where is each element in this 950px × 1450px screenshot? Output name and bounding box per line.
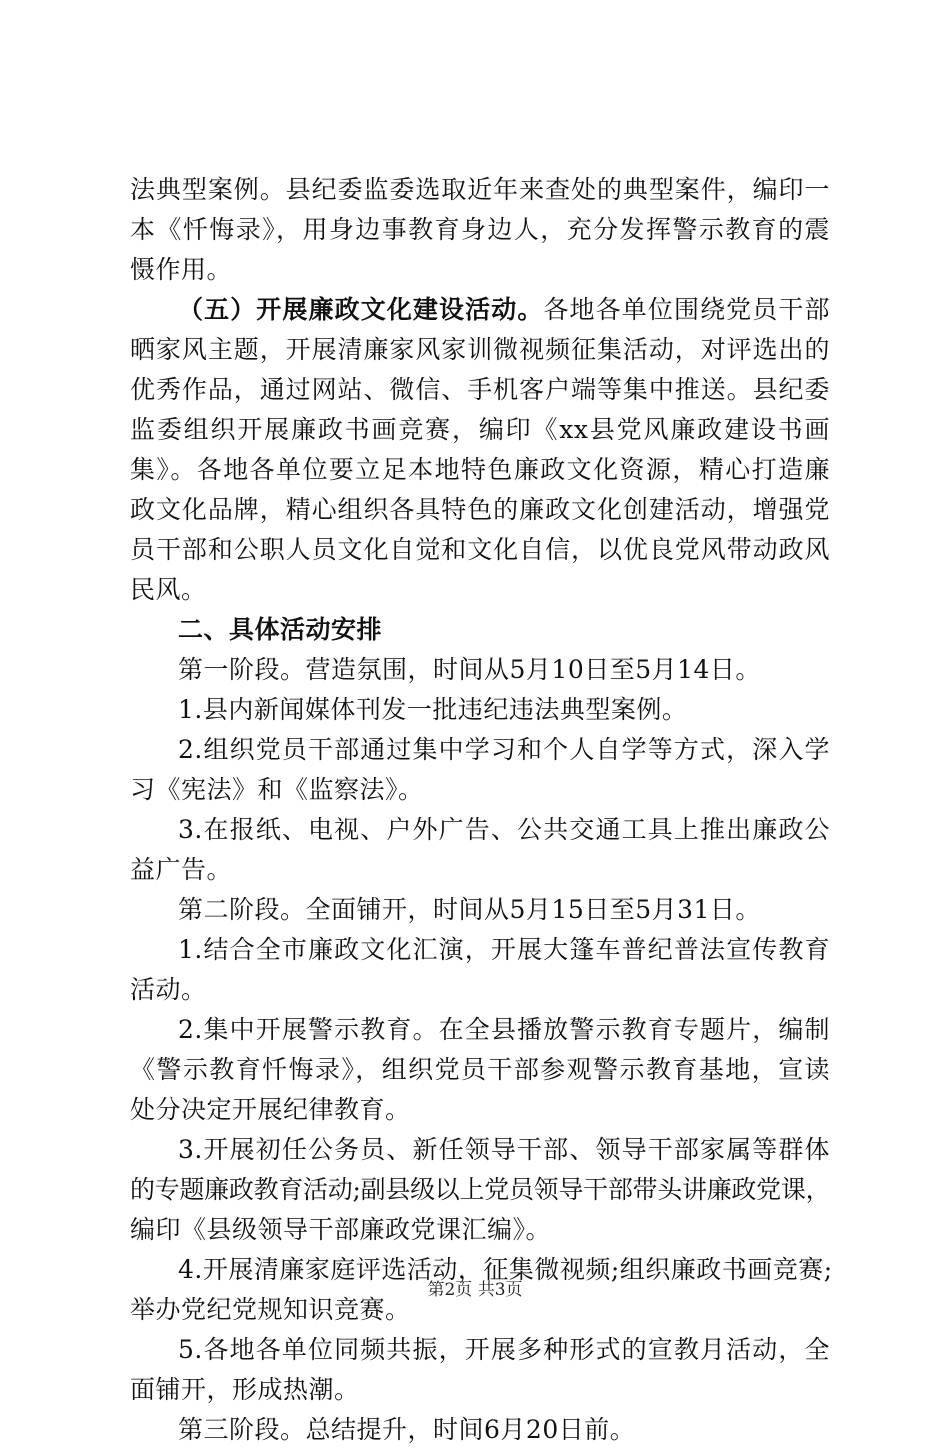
stage-three-heading: 第三阶段。总结提升，时间6月20日前。: [178, 1415, 636, 1444]
list-item: 5.各地各单位同频共振，开展多种形式的宣教月活动，全: [178, 1335, 830, 1364]
list-item: 2.集中开展警示教育。在全县播放警示教育专题片，编制: [178, 1015, 830, 1044]
stage-one-heading: 第一阶段。营造氛围，时间从5月10日至5月14日。: [178, 655, 761, 684]
list-item-continuation: 益广告。: [130, 855, 233, 884]
list-item-continuation: 的专题廉政教育活动;副县级以上党员领导干部带头讲廉政党课，: [130, 1175, 830, 1204]
paragraph-line: 法典型案例。县纪委监委选取近年来查处的典型案件，编印一: [130, 175, 830, 204]
paragraph-line: 集》。各地各单位要立足本地特色廉政文化资源，精心打造廉: [130, 455, 830, 484]
list-item-continuation: 习《宪法》和《监察法》。: [130, 775, 424, 804]
list-item: 1.结合全市廉政文化汇演，开展大篷车普纪普法宣传教育: [178, 935, 830, 964]
list-item-continuation: 举办党纪党规知识竞赛。: [130, 1295, 411, 1324]
list-item: 2.组织党员干部通过集中学习和个人自学等方式，深入学: [178, 735, 830, 764]
page-number-footer: 第2页 共3页: [427, 1280, 523, 1300]
paragraph-line: 慑作用。: [130, 255, 233, 284]
paragraph-line: 民风。: [130, 575, 207, 604]
list-item-continuation: 面铺开，形成热潮。: [130, 1375, 360, 1404]
list-item: 3.开展初任公务员、新任领导干部、领导干部家属等群体: [178, 1135, 830, 1164]
paragraph-line: 员干部和公职人员文化自觉和文化自信，以优良党风带动政风: [130, 535, 830, 564]
section-heading-two: 二、具体活动安排: [178, 615, 383, 644]
list-item-continuation: 《警示教育忏悔录》，组织党员干部参观警示教育基地，宣读: [130, 1055, 830, 1084]
paragraph-text: 各地各单位围绕党员干部: [543, 295, 830, 324]
list-item: 3.在报纸、电视、户外广告、公共交通工具上推出廉政公: [178, 815, 830, 844]
paragraph-line: 本《忏悔录》，用身边事教育身边人，充分发挥警示教育的震: [130, 215, 830, 244]
paragraph-line: 政文化品牌，精心组织各具特色的廉政文化创建活动，增强党: [130, 495, 830, 524]
list-item: 1.县内新闻媒体刊发一批违纪违法典型案例。: [178, 695, 688, 724]
list-item-continuation: 处分决定开展纪律教育。: [130, 1095, 411, 1124]
list-item-continuation: 活动。: [130, 975, 207, 1004]
paragraph-line: 优秀作品，通过网站、微信、手机客户端等集中推送。县纪委: [130, 375, 830, 404]
list-item-continuation: 编印《县级领导干部廉政党课汇编》。: [130, 1215, 552, 1244]
stage-two-heading: 第二阶段。全面铺开，时间从5月15日至5月31日。: [178, 895, 761, 924]
paragraph-line: 监委组织开展廉政书画竞赛，编印《xx县党风廉政建设书画: [130, 415, 830, 444]
section-heading-five: （五）开展廉政文化建设活动。: [178, 295, 544, 324]
section-heading-line: [130, 290, 830, 330]
paragraph-line: 晒家风主题，开展清廉家风家训微视频征集活动，对评选出的: [130, 335, 830, 364]
list-item: 4.开展清廉家庭评选活动，征集微视频;组织廉政书画竞赛;: [178, 1255, 833, 1284]
